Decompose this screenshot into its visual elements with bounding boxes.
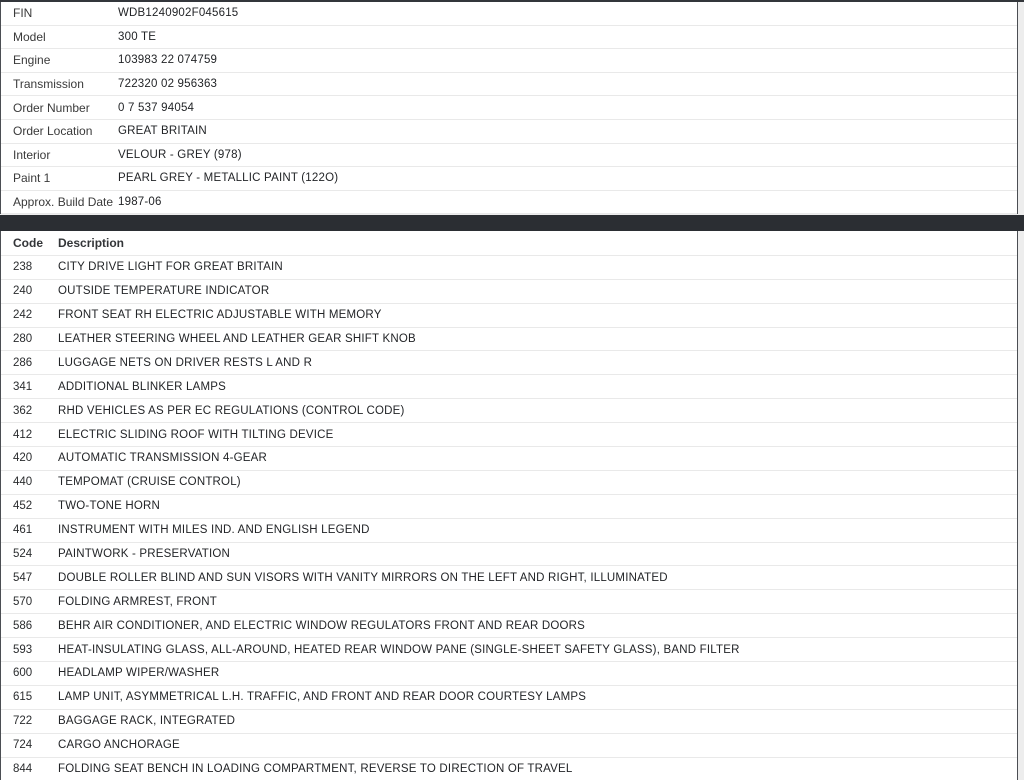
description-cell: RHD VEHICLES AS PER EC REGULATIONS (CONTROL CODE) xyxy=(58,404,405,417)
code-row xyxy=(1,471,1017,495)
code-cell: 362 xyxy=(13,404,33,417)
code-cell: 844 xyxy=(13,762,33,775)
vehicle-info-row xyxy=(1,73,1017,97)
field-value: 1987-06 xyxy=(118,196,162,209)
field-value: PEARL GREY - METALLIC PAINT (122O) xyxy=(118,172,339,185)
code-cell: 570 xyxy=(13,595,33,608)
code-cell: 586 xyxy=(13,619,33,632)
description-cell: BAGGAGE RACK, INTEGRATED xyxy=(58,715,236,728)
code-cell: 524 xyxy=(13,547,33,560)
description-cell: LUGGAGE NETS ON DRIVER RESTS L AND R xyxy=(58,356,313,369)
field-label: Paint 1 xyxy=(13,171,51,186)
code-row xyxy=(1,662,1017,686)
description-cell: ADDITIONAL BLINKER LAMPS xyxy=(58,380,226,393)
code-cell: 286 xyxy=(13,356,33,369)
description-cell: INSTRUMENT WITH MILES IND. AND ENGLISH LEGEND xyxy=(58,524,370,537)
vehicle-info-row xyxy=(1,96,1017,120)
field-label: FIN xyxy=(13,6,33,21)
description-cell: HEADLAMP WIPER/WASHER xyxy=(58,667,220,680)
description-cell: FRONT SEAT RH ELECTRIC ADJUSTABLE WITH MEMORY xyxy=(58,309,382,322)
code-row xyxy=(1,495,1017,519)
code-column-header: Code xyxy=(13,236,43,251)
code-cell: 600 xyxy=(13,667,33,680)
code-row xyxy=(1,304,1017,328)
code-cell: 420 xyxy=(13,452,33,465)
code-row xyxy=(1,256,1017,280)
field-label: Transmission xyxy=(13,77,84,92)
description-cell: BEHR AIR CONDITIONER, AND ELECTRIC WINDOW REGULATORS FRONT AND REAR DOORS xyxy=(58,619,586,632)
field-value: 0 7 537 94054 xyxy=(118,101,195,114)
codes-table xyxy=(0,231,1018,780)
section-divider-bar xyxy=(0,215,1024,231)
code-row xyxy=(1,519,1017,543)
description-cell: FOLDING SEAT BENCH IN LOADING COMPARTMENT, REVERSE TO DIRECTION OF TRAVEL xyxy=(58,762,573,775)
code-cell: 724 xyxy=(13,739,33,752)
code-row xyxy=(1,328,1017,352)
codes-table-body xyxy=(1,256,1017,780)
code-cell: 461 xyxy=(13,524,33,537)
codes-table-header-row xyxy=(1,231,1017,256)
code-row xyxy=(1,280,1017,304)
description-cell: DOUBLE ROLLER BLIND AND SUN VISORS WITH VANITY MIRRORS ON THE LEFT AND RIGHT, ILLUMINATED xyxy=(58,571,668,584)
description-cell: CARGO ANCHORAGE xyxy=(58,739,180,752)
code-cell: 242 xyxy=(13,309,33,322)
field-label: Engine xyxy=(13,53,51,68)
code-cell: 547 xyxy=(13,571,33,584)
code-cell: 615 xyxy=(13,691,33,704)
description-cell: TEMPOMAT (CRUISE CONTROL) xyxy=(58,476,241,489)
description-column-header: Description xyxy=(58,236,125,251)
code-row xyxy=(1,638,1017,662)
vehicle-info-row xyxy=(1,49,1017,73)
code-row xyxy=(1,686,1017,710)
code-cell: 440 xyxy=(13,476,33,489)
vehicle-info-row xyxy=(1,26,1017,50)
field-value: GREAT BRITAIN xyxy=(118,125,207,138)
description-cell: OUTSIDE TEMPERATURE INDICATOR xyxy=(58,285,270,298)
description-cell: HEAT-INSULATING GLASS, ALL-AROUND, HEATED REAR WINDOW PANE (SINGLE-SHEET SAFETY GLASS), BAND FILTER xyxy=(58,643,740,656)
vehicle-info-row xyxy=(1,167,1017,191)
code-cell: 238 xyxy=(13,261,33,274)
description-cell: CITY DRIVE LIGHT FOR GREAT BRITAIN xyxy=(58,261,283,274)
code-cell: 240 xyxy=(13,285,33,298)
description-cell: AUTOMATIC TRANSMISSION 4-GEAR xyxy=(58,452,267,465)
description-cell: PAINTWORK - PRESERVATION xyxy=(58,547,230,560)
code-row xyxy=(1,758,1017,780)
code-row xyxy=(1,734,1017,758)
code-row xyxy=(1,590,1017,614)
code-row xyxy=(1,543,1017,567)
field-value: VELOUR - GREY (978) xyxy=(118,148,242,161)
code-row xyxy=(1,423,1017,447)
description-cell: TWO-TONE HORN xyxy=(58,500,161,513)
description-cell: LEATHER STEERING WHEEL AND LEATHER GEAR SHIFT KNOB xyxy=(58,332,416,345)
vehicle-info-row xyxy=(1,120,1017,144)
field-label: Order Number xyxy=(13,100,90,115)
code-cell: 593 xyxy=(13,643,33,656)
field-label: Interior xyxy=(13,147,51,162)
description-cell: LAMP UNIT, ASYMMETRICAL L.H. TRAFFIC, AND FRONT AND REAR DOOR COURTESY LAMPS xyxy=(58,691,587,704)
vehicle-info-row xyxy=(1,191,1017,215)
code-row xyxy=(1,351,1017,375)
field-value: 300 TE xyxy=(118,30,157,43)
vehicle-info-row xyxy=(1,144,1017,168)
code-cell: 280 xyxy=(13,332,33,345)
code-row xyxy=(1,447,1017,471)
code-row xyxy=(1,710,1017,734)
code-cell: 722 xyxy=(13,715,33,728)
vehicle-info-table xyxy=(0,2,1018,214)
field-label: Model xyxy=(13,29,46,44)
code-cell: 452 xyxy=(13,500,33,513)
field-value: WDB1240902F045615 xyxy=(118,7,239,20)
code-row xyxy=(1,399,1017,423)
code-row xyxy=(1,614,1017,638)
field-value: 103983 22 074759 xyxy=(118,54,218,67)
field-label: Approx. Build Date xyxy=(13,195,114,210)
code-row xyxy=(1,566,1017,590)
field-value: 722320 02 956363 xyxy=(118,78,218,91)
code-cell: 412 xyxy=(13,428,33,441)
description-cell: ELECTRIC SLIDING ROOF WITH TILTING DEVICE xyxy=(58,428,334,441)
description-cell: FOLDING ARMREST, FRONT xyxy=(58,595,218,608)
vehicle-info-row xyxy=(1,2,1017,26)
code-cell: 341 xyxy=(13,380,33,393)
code-row xyxy=(1,375,1017,399)
field-label: Order Location xyxy=(13,124,93,139)
